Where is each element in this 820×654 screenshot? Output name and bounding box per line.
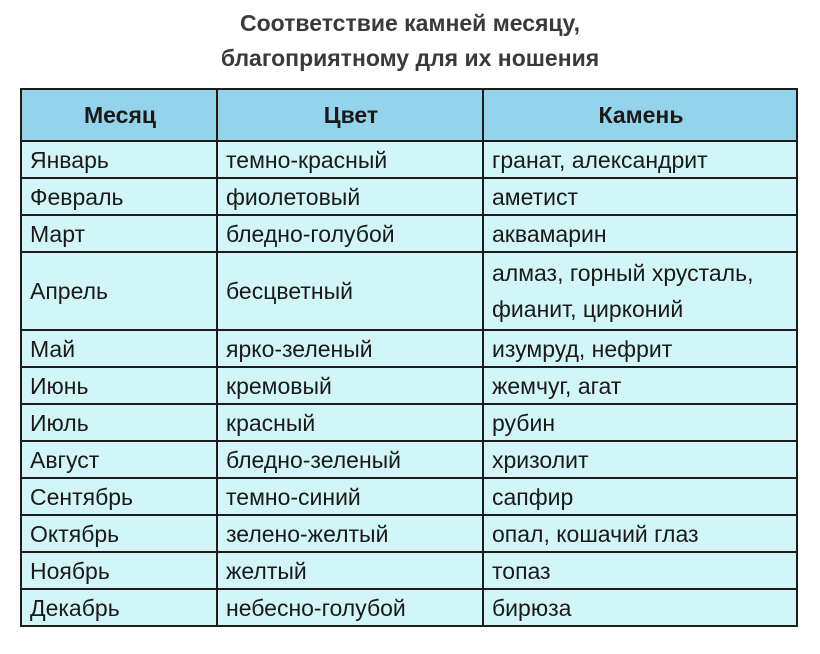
cell-month: Апрель: [21, 252, 217, 330]
cell-stone: жемчуг, агат: [483, 367, 797, 404]
table-row: [21, 367, 797, 404]
table-row: [21, 404, 797, 441]
cell-stone: аквамарин: [483, 215, 797, 252]
cell-color: фиолетовый: [217, 178, 483, 215]
cell-month: Август: [21, 441, 217, 478]
cell-stone: алмаз, горный хрусталь, фианит, цирконий: [483, 252, 797, 330]
cell-stone: изумруд, нефрит: [483, 330, 797, 367]
table-row: [21, 441, 797, 478]
cell-month: Сентябрь: [21, 478, 217, 515]
cell-stone: хризолит: [483, 441, 797, 478]
cell-color: темно-красный: [217, 141, 483, 178]
cell-stone: топаз: [483, 552, 797, 589]
cell-stone: сапфир: [483, 478, 797, 515]
cell-month: Январь: [21, 141, 217, 178]
table-row: [21, 515, 797, 552]
cell-color: ярко-зеленый: [217, 330, 483, 367]
cell-month: Май: [21, 330, 217, 367]
title-line-1: Соответствие камней месяцу,: [239, 10, 581, 36]
table-row: [21, 178, 797, 215]
table-header-row: [21, 89, 797, 141]
page-title: [0, 6, 820, 76]
cell-stone: бирюза: [483, 589, 797, 626]
cell-month: Март: [21, 215, 217, 252]
table-row: [21, 552, 797, 589]
cell-color: бледно-голубой: [217, 215, 483, 252]
cell-month: Декабрь: [21, 589, 217, 626]
cell-month: Февраль: [21, 178, 217, 215]
cell-color: бледно-зеленый: [217, 441, 483, 478]
cell-color: красный: [217, 404, 483, 441]
cell-color: темно-синий: [217, 478, 483, 515]
table-row: [21, 141, 797, 178]
header-month: Месяц: [21, 89, 217, 141]
table-row: [21, 589, 797, 626]
cell-month: Ноябрь: [21, 552, 217, 589]
header-stone: Камень: [483, 89, 797, 141]
cell-stone: гранат, александрит: [483, 141, 797, 178]
table-row: [21, 478, 797, 515]
cell-color: кремовый: [217, 367, 483, 404]
cell-stone: рубин: [483, 404, 797, 441]
table-row: [21, 215, 797, 252]
cell-stone: опал, кошачий глаз: [483, 515, 797, 552]
table-row: [21, 252, 797, 330]
cell-color: небесно-голубой: [217, 589, 483, 626]
table-row: [21, 330, 797, 367]
cell-stone: аметист: [483, 178, 797, 215]
cell-color: зелено-желтый: [217, 515, 483, 552]
title-line-2: благоприятному для их ношения: [220, 45, 600, 71]
cell-month: Октябрь: [21, 515, 217, 552]
birthstone-table: [20, 88, 798, 627]
header-color: Цвет: [217, 89, 483, 141]
cell-color: желтый: [217, 552, 483, 589]
cell-color: бесцветный: [217, 252, 483, 330]
cell-month: Июль: [21, 404, 217, 441]
cell-month: Июнь: [21, 367, 217, 404]
